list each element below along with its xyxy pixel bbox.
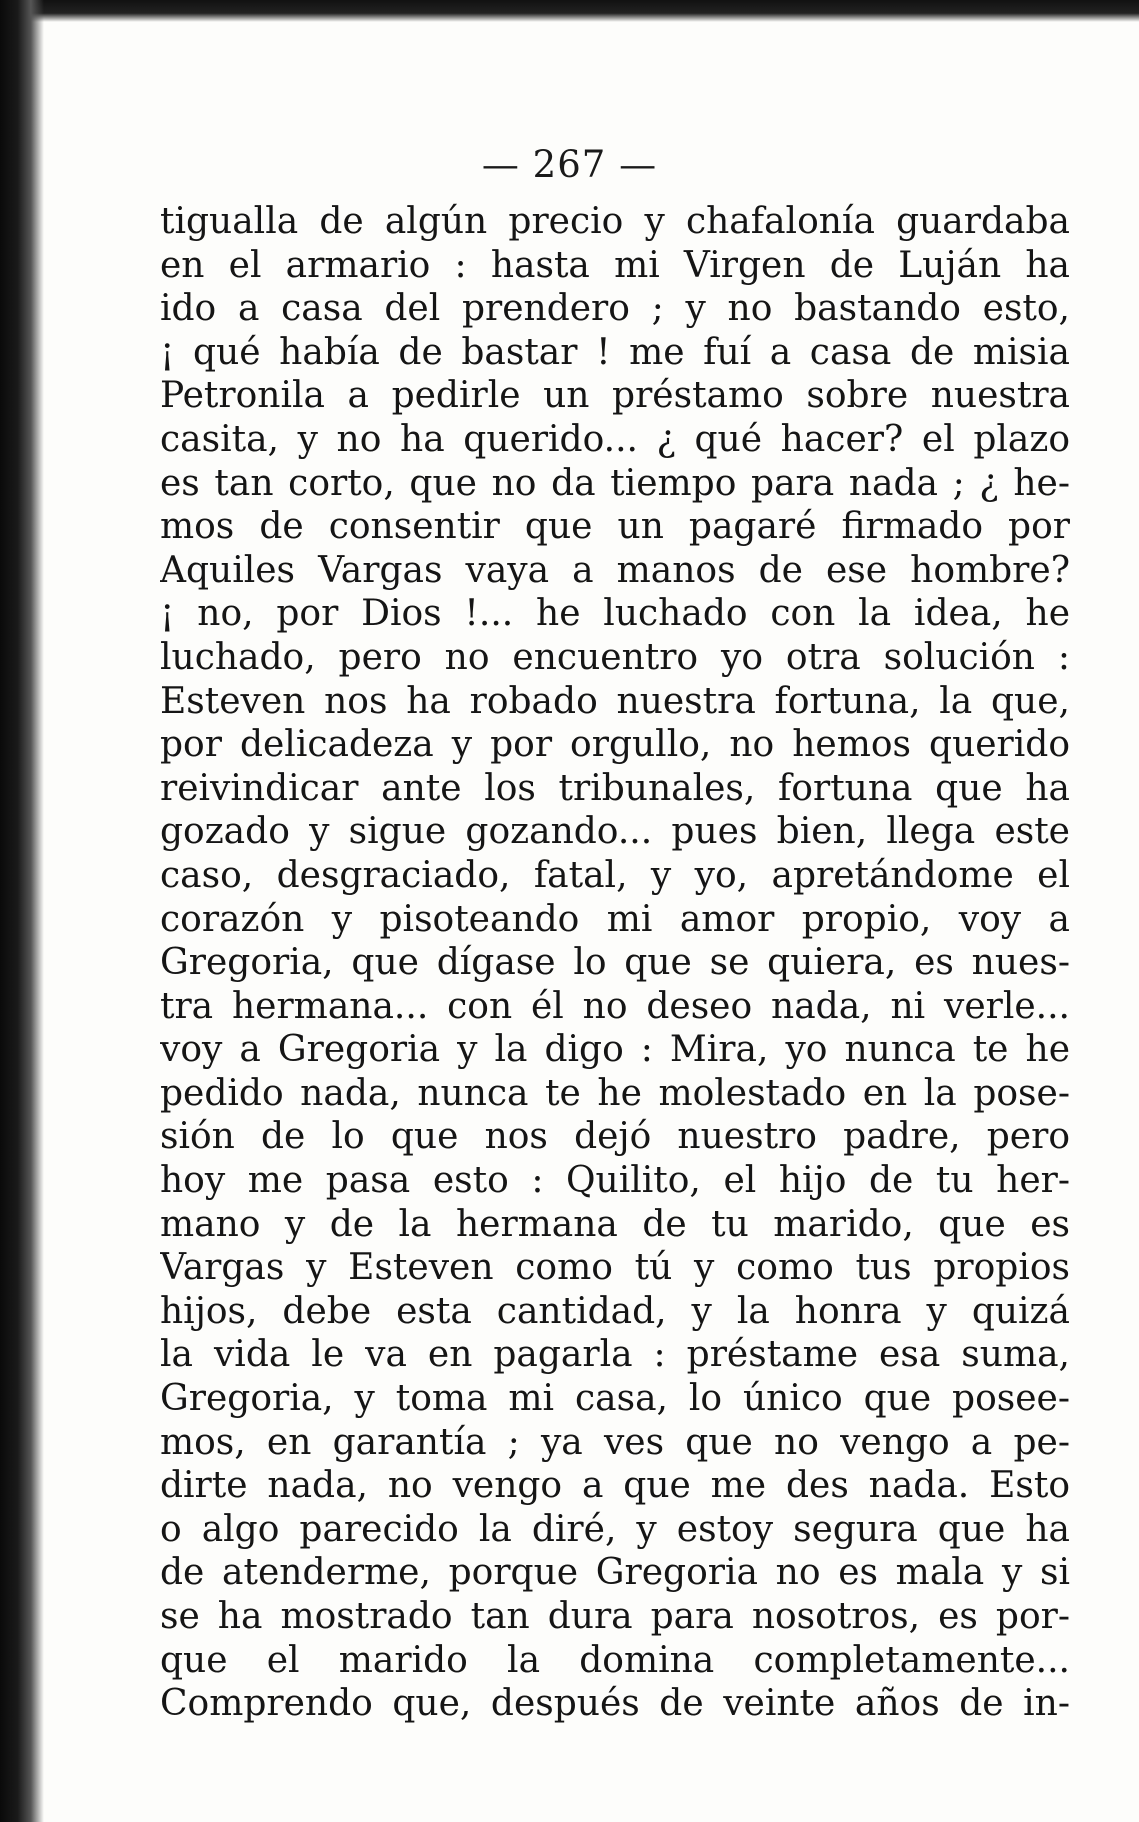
text-line: Aquiles Vargas vaya a manos de ese hombre? (160, 549, 1070, 591)
text-line: pedido nada, nunca te he molestado en la pose- (160, 1072, 1070, 1114)
text-line: mos, en garantía ; ya ves que no vengo a pe- (160, 1421, 1070, 1463)
text-line: reivindicar ante los tribunales, fortuna que ha (160, 767, 1070, 809)
page-number: — 267 — (481, 143, 658, 186)
text-line: Gregoria, que dígase lo que se quiera, es nues- (160, 942, 1070, 984)
text-line: caso, desgraciado, fatal, y yo, apretándome el (160, 854, 1070, 896)
text-line: tigualla de algún precio y chafalonía guardaba (160, 201, 1070, 242)
text-line: en el armario : hasta mi Virgen de Luján ha (160, 244, 1070, 286)
text-line: que el marido la domina completamente... (160, 1639, 1070, 1681)
scan-top-edge (0, 0, 1139, 22)
text-line: dirte nada, no vengo a que me des nada. Esto (160, 1465, 1070, 1507)
text-line: sión de lo que nos dejó nuestro padre, pero (160, 1116, 1070, 1158)
text-line: la vida le va en pagarla : préstame esa suma, (160, 1334, 1070, 1376)
text-line: Comprendo que, después de veinte años de in- (160, 1683, 1070, 1725)
text-line: casita, y no ha querido... ¿ qué hacer? el plazo (160, 418, 1070, 460)
text-line: tra hermana... con él no deseo nada, ni verle... (160, 985, 1070, 1027)
text-line: es tan corto, que no da tiempo para nada ; ¿ he- (160, 462, 1070, 504)
scan-binding-edge (0, 0, 44, 1822)
text-line: ido a casa del prendero ; y no bastando esto, (160, 288, 1070, 330)
text-line: ¡ no, por Dios !... he luchado con la idea, he (160, 593, 1070, 635)
text-line: o algo parecido la diré, y estoy segura que ha (160, 1508, 1070, 1550)
text-line: hoy me pasa esto : Quilito, el hijo de tu her- (160, 1160, 1070, 1202)
text-line: Esteven nos ha robado nuestra fortuna, la que, (160, 680, 1070, 722)
text-line: corazón y pisoteando mi amor propio, voy a (160, 898, 1070, 940)
text-line: mos de consentir que un pagaré firmado por (160, 506, 1070, 548)
text-line: luchado, pero no encuentro yo otra solución : (160, 636, 1070, 678)
text-line: de atenderme, porque Gregoria no es mala y si (160, 1552, 1070, 1594)
text-line: Vargas y Esteven como tú y como tus propios (160, 1247, 1070, 1289)
text-line: voy a Gregoria y la digo : Mira, yo nunca te he (160, 1029, 1070, 1071)
text-line: se ha mostrado tan dura para nosotros, es por- (160, 1596, 1070, 1637)
text-line: hijos, debe esta cantidad, y la honra y quizá (160, 1290, 1070, 1332)
text-line: Gregoria, y toma mi casa, lo único que posee- (160, 1378, 1070, 1420)
text-line: mano y de la hermana de tu marido, que es (160, 1203, 1070, 1245)
text-line: gozado y sigue gozando... pues bien, llega este (160, 811, 1070, 853)
body-text (160, 200, 1070, 1726)
text-line: ¡ qué había de bastar ! me fuí a casa de misia (160, 331, 1070, 373)
text-line: Petronila a pedirle un préstamo sobre nuestra (160, 375, 1070, 417)
text-line: por delicadeza y por orgullo, no hemos querido (160, 724, 1070, 766)
